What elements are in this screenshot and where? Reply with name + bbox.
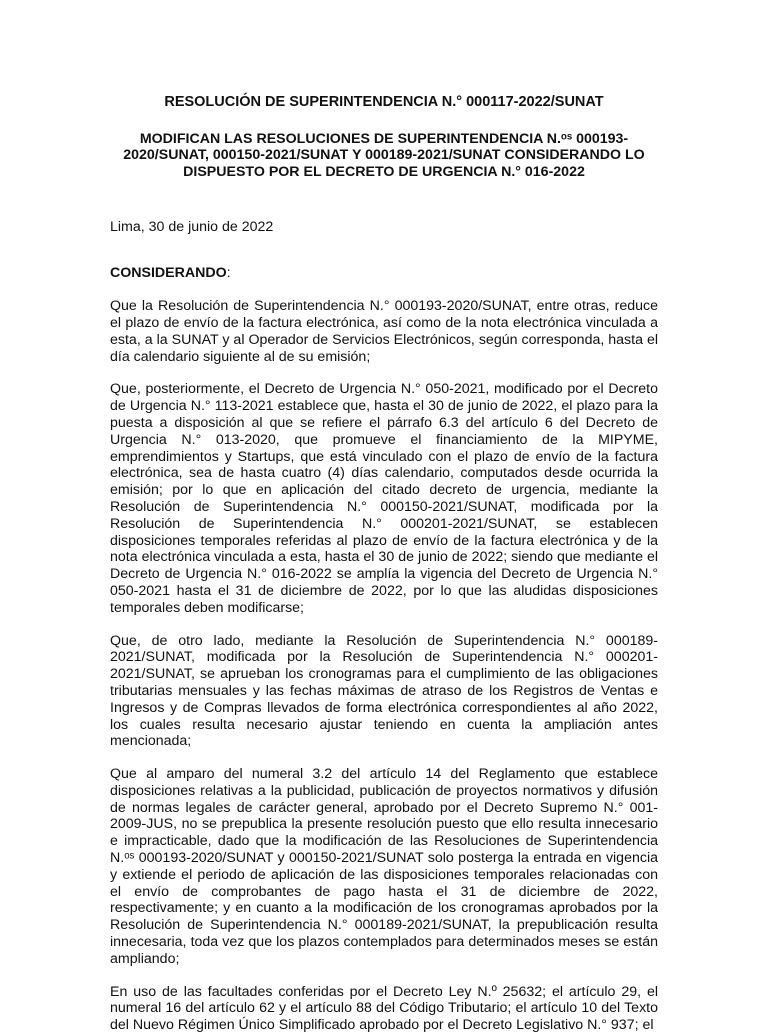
resolution-subtitle: MODIFICAN LAS RESOLUCIONES DE SUPERINTENDENCIA N.ᵒˢ 000193-2020/SUNAT, 000150-2021/SUNAT Y 000189-2021/SUNAT CONSIDERANDO LO DISPUESTO POR EL DECRETO DE URGENCIA N.° 016-2022 [123, 130, 645, 180]
paragraph-5: En uso de las facultades conferidas por el Decreto Ley N.º 25632; el artículo 29, el numeral 16 del artículo 62 y el artículo 88 del Código Tributario; el artículo 10 del Texto del Nuevo Régimen Único Simplificado aprobado por el Decreto Legislativo N.° 937; el [110, 983, 658, 1034]
section-heading-suffix: : [226, 265, 231, 282]
paragraph-3: Que, de otro lado, mediante la Resolución de Superintendencia N.° 000189-2021/SUNAT, modificada por la Resolución de Superintendencia N.° 000201-2021/SUNAT, se aprueban los cronogramas para el cumplimiento de las obligaciones tributarias mensuales y las fechas máximas de atraso de los Registros de Ventas e Ingresos y de Compras llevados de forma electrónica correspondientes al año 2022, los cuales resulta necesario ajustar teniendo en cuenta la ampliación antes mencionada; [110, 632, 658, 750]
document-page [110, 94, 658, 1034]
paragraph-4: Que al amparo del numeral 3.2 del artículo 14 del Reglamento que establece disposiciones relativas a la publicidad, publicación de proyectos normativos y difusión de normas legales de carácter general, aprobado por el Decreto Supremo N.° 001-2009-JUS, no se prepublica la presente resolución puesto que ello resulta innecesario e impracticable, dado que la modificación de las Resoluciones de Superintendencia N.ᵒˢ 000193-2020/SUNAT y 000150-2021/SUNAT solo posterga la entrada en vigencia y extiende el periodo de aplicación de las disposiciones temporales relacionadas con el envío de comprobantes de pago hasta el 31 de diciembre de 2022, respectivamente; y en cuanto a la modificación de los cronogramas aprobados por la Resolución de Superintendencia N.° 000189-2021/SUNAT, la prepublicación resulta innecesaria, toda vez que los plazos contemplados para determinados meses se están ampliando; [110, 766, 658, 967]
section-heading [110, 265, 658, 282]
paragraph-2: Que, posteriormente, el Decreto de Urgencia N.° 050-2021, modificado por el Decreto de Urgencia N.° 113-2021 establece que, hasta el 30 de junio de 2022, el plazo para la puesta a disposición al que se refiere el párrafo 6.3 del artículo 6 del Decreto de Urgencia N.° 013-2020, que promueve el financiamiento de la MIPYME, emprendimientos y Startups, que está vinculado con el plazo de envío de la factura electrónica, sea de hasta cuatro (4) días calendario, computados desde ocurrida la emisión; por lo que en aplicación del citado decreto de urgencia, mediante la Resolución de Superintendencia N.° 000150-2021/SUNAT, modificada por la Resolución de Superintendencia N.° 000201-2021/SUNAT, se establecen disposiciones temporales referidas al plazo de envío de la factura electrónica y de la nota electrónica vinculada a esta, hasta el 30 de junio de 2022; siendo que mediante el Decreto de Urgencia N.° 016-2022 se amplía la vigencia del Decreto de Urgencia N.° 050-2021 hasta el 31 de diciembre de 2022, por lo que las aludidas disposiciones temporales deben modificarse; [110, 381, 658, 616]
resolution-title: RESOLUCIÓN DE SUPERINTENDENCIA N.° 000117-2022/SUNAT [164, 94, 604, 110]
section-heading-label: CONSIDERANDO [110, 265, 227, 282]
paragraph-1: Que la Resolución de Superintendencia N.° 000193-2020/SUNAT, entre otras, reduce el plazo de envío de la factura electrónica, así como de la nota electrónica vinculada a esta, a la SUNAT y al Operador de Servicios Electrónicos, según corresponda, hasta el día calendario siguiente al de su emisión; [110, 298, 658, 365]
date-line: Lima, 30 de junio de 2022 [110, 218, 274, 235]
